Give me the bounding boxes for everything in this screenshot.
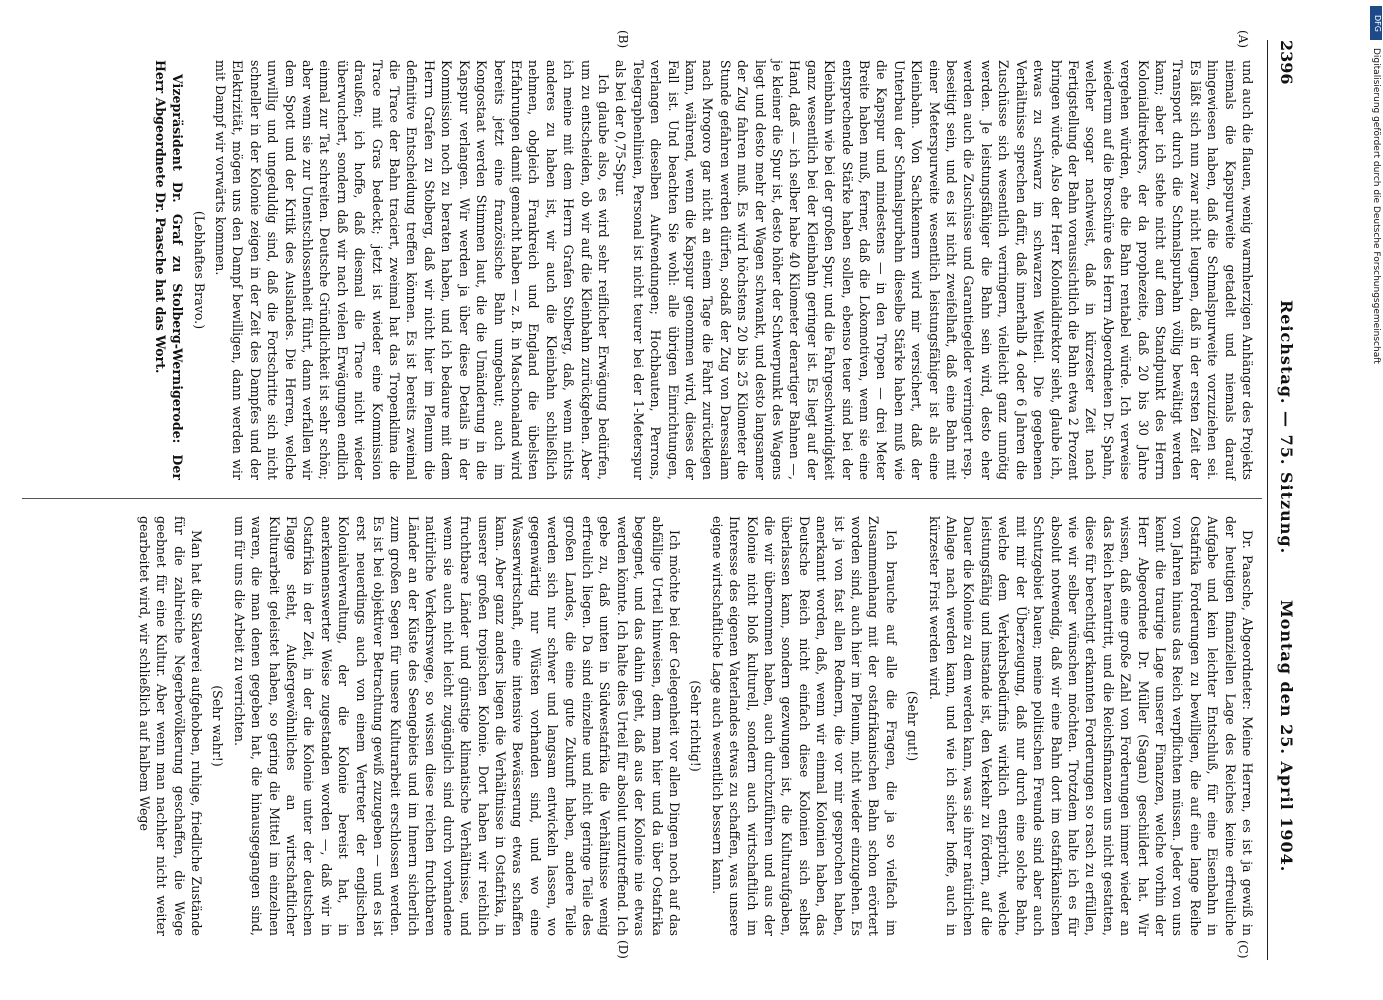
page-number: 2396 xyxy=(1277,40,1296,85)
right-column xyxy=(135,516,1256,936)
margin-marker-d: (D) xyxy=(616,940,630,959)
left-paragraph-2: Ich glaube also, es wird sehr reiflicher Erwägung bedürfen, um zu entscheiden, ob wir auf die Kleinbahn zurückgehen. Aber ich meine mit dem Herrn Grafen Stolberg, daß, wenn nichts anderes zu haben ist, wir auch die Kleinbahn schließlich nehmen, obgleich Frankreich und England die übelsten Erfahrungen damit gemacht haben — z. B. in Maschonaland wird bereits jetzt eine französische Bahn umgebaut; auch im Kongostaat werden Stimmen laut, die die Umänderung in die Kapspur verlangen. Wir werden ja über diese Details in der Kommission noch zu beraten haben, und ich bedaure mit dem Herrn Grafen zu Stolberg, daß wir nicht hier im Plenum die definitive Entscheidung treffen können. Es ist bereits zweimal die Trace der Bahn traciert, zweimal hat das Tropenklima die Trace mit Gras bedeckt; jetzt ist wieder eine Kommission draußen; ich hoffe, daß diesmal die Trace nicht wieder überwuchert, sondern daß wir nach vielen Erwägungen endlich einmal zur Tat schreiten. Deutsche Gründlichkeit ist sehr schön; aber wenn sie zur Unentschlossenheit führt, dann verfallen wir dem Spott und der Kritik des Auslandes. Die Herren, welche unwillig und ungeduldig sind, daß die Fortschritte sich nicht schneller in der Kolonie zeigen in der Zeit des Dampfes und der Elektrizität, mögen uns den Dampf bewilligen, dann werden wir mit Dampf wir vorwärts kommen. xyxy=(213,60,611,480)
right-speaker-intro: Dr. Paasche, Abgeordneter: Meine Herren, es ist ja gewiß in der heutigen finanziellen Lage des Reiches keine erfreuliche Aufgabe und kein leichter Entschluß, für eine Eisenbahn in Ostafrika Forderungen zu bewilligen, die auf eine lange Reihe von Jahren hinaus das Reich verpflichten müssen. Jeder von uns kennt die traurige Lage unserer Finanzen, welche vorhin der Herr Abgeordnete Dr. Müller (Sagan) geschildert hat. Wir wissen, daß eine große Zahl von Forderungen immer wieder an das Reich herantritt, und die Reichsfinanzen uns nicht gestatten, diese für berechtigt erkannten Forderungen so rasch zu erfüllen, wie wir selber wünschen möchten. Trotzdem halte ich es für absolut notwendig, daß wir eine Bahn dort im ostafrikanischen Schutzgebiet bauen; meine politischen Freunde sind aber auch mit mir der Überzeugung, daß nur durch eine solche Bahn, welche dem Verkehrsbedürfnis wirklich entspricht, welche leistungsfähig und imstande ist, den Verkehr zu fördern, auf die Dauer die Kolonie zu dem werden kann, was sie ihrer natürlichen Anlage nach werden kann, und wie ich sicher hoffe, auch in kürzester Frist werden wird. xyxy=(926,516,1255,936)
dfg-logo: DFG xyxy=(1370,6,1382,40)
margin-marker-c: (C) xyxy=(1236,940,1250,959)
attribution-text: Digitalisierung gefördert durch die Deutsche Forschungsgemeinschaft xyxy=(1371,48,1381,364)
right-applause-1: (Sehr gut!) xyxy=(905,690,921,762)
left-applause: (Lebhaftes Bravo.) xyxy=(191,210,207,330)
header-left-title: Reichstag. — 75. Sitzung. xyxy=(1277,300,1296,555)
header-right-title: Montag den 25. April 1904. xyxy=(1277,600,1296,873)
right-paragraph-2: Ich brauche auf alle die Fragen, die ja so vielfach im Zusammenhang mit der ostafrikanischen Bahn schon erörtert worden sind, auch hier im Plenum, nicht wieder einzugehen. Es ist ja von fast allen Rednern, die vor mir gesprochen haben, anerkannt worden, daß, wenn wir einmal Kolonien haben, das Deutsche Reich nicht einfach diese Kolonien sich selbst überlassen kann, sondern gezwungen ist, die Kulturaufgaben, die wir übernommen haben, auch durchzuführen und aus der Kolonie nicht bloß kulturell, sondern auch wirtschaftlich im Interesse des eigenen Vaterlandes etwas zu schaffen, was unsere eigene wirtschaftliche Lage auch wesentlich bessern kann. xyxy=(709,516,899,936)
header-rule xyxy=(1267,40,1268,960)
vice-president-line: Vizepräsident Dr. Graf zu Stolberg-Wernigerode: Der Herr Abgeordnete Dr. Paasche hat das Wort. xyxy=(152,60,186,480)
right-paragraph-3: Ich möchte bei der Gelegenheit vor allen Dingen noch auf das abfällige Urteil hinweisen, dem man hier und da über Ostafrika begegnet, und das dahin geht, daß aus der Kolonie nie etwas werden könnte. Ich halte dies Urteil für absolut unzutreffend. Ich gebe zu, daß unten in Südwestafrika die Verhältnisse wenig erfreulich liegen. Da sind einzelne und nicht geringe Teile des großen Landes, die eine gute Zukunft haben, andere Teile werden sich nur schwer und langsam entwickeln lassen, wo gegenwärtig nur Wüsten vorhanden sind, und wo eine Wasserwirtschaft, eine intensive Bewässerung etwas schaffen kann. Aber ganz anders liegen die Verhältnisse in Ostafrika, in unserer großen tropischen Kolonie. Dort haben wir reichlich fruchtbare Länder und günstige klimatische Verhältnisse, und wenn sie auch nicht leicht zugänglich sind durch vorhandene natürliche Verkehrswege, so wissen diese reichen fruchtbaren Länder an der Küste des Seengebiets und im Innern sicherlich zum großen Segen für unsere Kulturarbeit erschlossen werden. Es ist bei objektiver Betrachtung gewiß zuzugeben — und es ist erst neuerdings auch von einem Vertreter der englischen Kolonialverwaltung, der die Kolonie bereist hat, in anerkennenswerter Weise zugestanden worden —, daß wir in Ostafrika in der Zeit, in der die Kolonie unter der deutschen Flagge steht, Außergewöhnliches an wirtschaftlicher Kulturarbeit geleistet haben, so gering die Mittel im einzelnen waren, die man denen gegeben hat, die hinausgegangen sind, um für uns die Arbeit zu verrichten. xyxy=(231,516,682,936)
page-header xyxy=(1266,40,1300,960)
left-column xyxy=(151,60,1256,480)
right-applause-3: (Sehr wahr!) xyxy=(210,685,226,767)
left-paragraph-1: und auch die flauen, wenig warmherzigen Anhänger des Projekts niemals die Kapspurweite getadelt und niemals darauf hingewiesen haben, daß die Schmalspurweite vorzuziehen sei. Es läßt sich nun zwar nicht leugnen, daß in der ersten Zeit der Transport durch die Schmalspurbahn völlig bewältigt werden kann; aber ich stehe nicht auf dem Standpunkt des Herrn Kolonialdirektors, der da prophezeite, daß 20 bis 30 Jahre vergehen würden, ehe die Bahn rentabel würde. Ich verweise wiederum auf die Broschüre des Herrn Abgeordneten Dr. Spahn, welcher sogar nachweist, daß in kürzester Zeit nach Fertigstellung der Bahn voraussichtlich die Bahn etwa 2 Prozent bringen würde. Also der Herr Kolonialdirektor sieht, glaube ich, etwas zu schwarz im schwarzen Weltteil. Die gegebenen Verhältnisse sprechen dafür, daß innerhalb 4 oder 6 Jahren die Zuschüsse sich wesentlich verringern, vielleicht ganz unnötig werden. Je leistungsfähiger die Bahn sein wird, desto eher werden auch die Zuschüsse und Garantiegelder verringert resp. beseitigt sein, und es ist nicht zweifelhaft, daß eine Bahn mit einer Meterspurweite wesentlich leistungsfähiger ist als eine Kleinbahn. Von Sachkennern wird mir versichert, daß der Unterbau der Schmalspurbahn dieselbe Stärke haben muß wie die Kapspur und mindestens — in den Tropen — drei Meter Breite haben muß, ferner, daß die Lokomotiven, wenn sie eine entsprechende Stärke haben sollen, ebenso teuer sind bei der Kleinbahn wie bei der großen Spur, und die Fahrgeschwindigkeit ganz wesentlich bei der Kleinbahn geringer ist. Es liegt auf der Hand, daß — ich selber habe 40 Kilometer derartiger Bahnen —, je kleiner die Spur ist, desto höher der Schwerpunkt des Wagens liegt und desto mehr der Wagen schwankt, und desto langsamer der Zug fahren muß. Es wird höchstens 20 bis 25 Kilometer die Stunde gefahren werden dürfen, sodaß der Zug von Daressalam nach Mrogoro gar nicht an einem Tage die Fahrt zurücklegen kann, während, wenn die Kapspur genommen wird, dieses der Fall ist. Und beachten Sie wohl: alle übrigen Einrichtungen, verlangen dieselben Aufwendungen; Hochbauten, Perrons, Telegraphenlinien, Personal ist nicht teurer bei der 1-Meterspur als bei der 0,75-Spur. xyxy=(613,60,1255,480)
right-paragraph-4: Man hat die Sklaverei aufgehoben, ruhige, friedliche Zustände für die zahlreiche Negerbevölkerung geschaffen, die Wege geebnet für eine Kultur. Aber wenn man nachher nicht weiter gearbeitet wird, wir schließlich auf halbem Wege xyxy=(136,516,205,936)
column-separator xyxy=(22,498,1262,499)
right-applause-2: (Sehr richtig!) xyxy=(688,680,704,772)
margin-marker-a: (A) xyxy=(1236,30,1250,49)
margin-marker-b: (B) xyxy=(616,30,630,49)
